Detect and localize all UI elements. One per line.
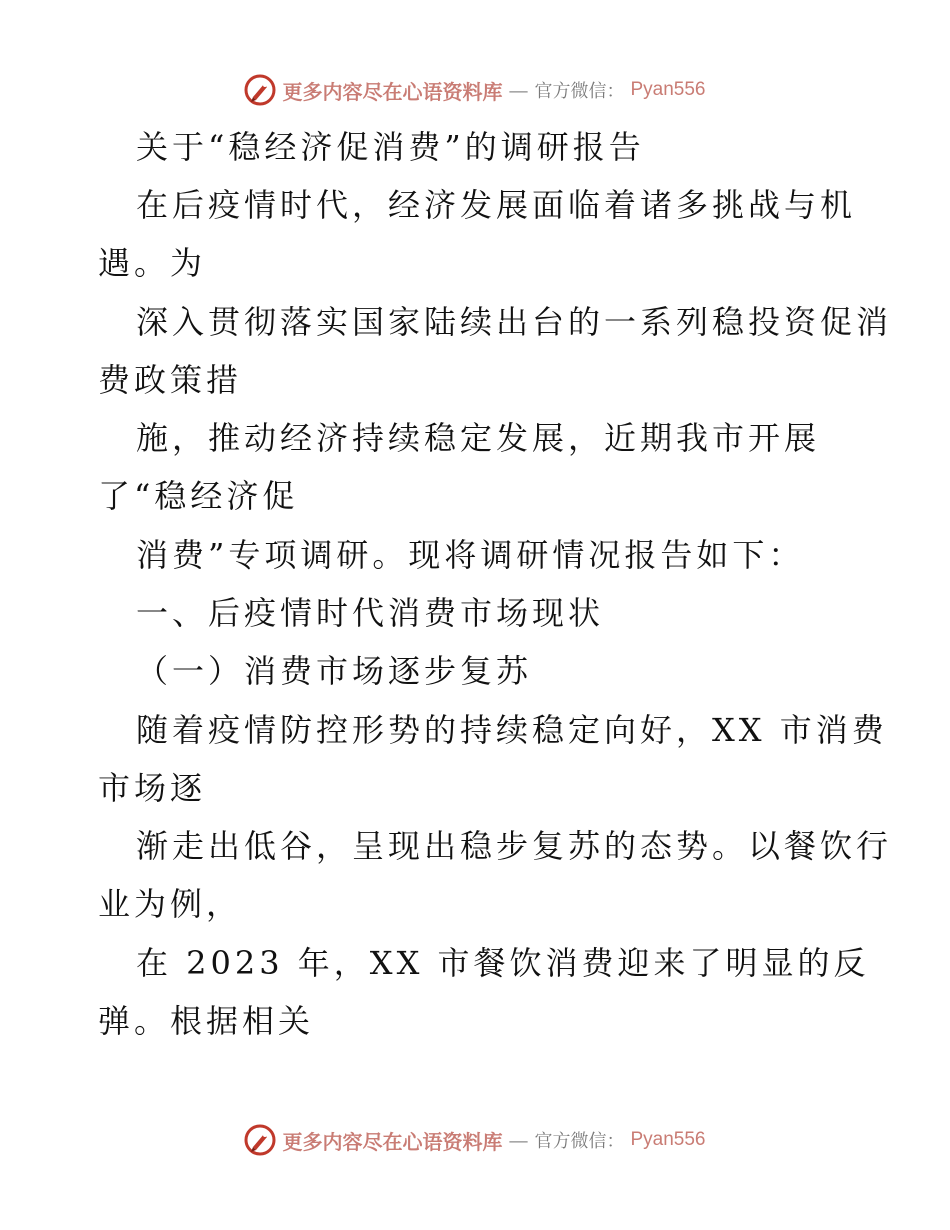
pen-logo-icon xyxy=(244,1124,276,1156)
footer-banner xyxy=(0,1120,950,1160)
banner-wechat-id: Pyan556 xyxy=(630,1129,706,1150)
header-banner xyxy=(0,70,950,110)
subsection-heading: （一）消费市场逐步复苏 xyxy=(136,652,533,690)
banner-title: 更多内容尽在心语资料库 xyxy=(282,1129,503,1154)
banner-separator: — xyxy=(508,78,529,102)
document-title: 关于“稳经济促消费”的调研报告 xyxy=(136,128,645,166)
banner-wechat-id: Pyan556 xyxy=(630,79,706,100)
paragraph-line: 市场逐 xyxy=(98,769,207,807)
banner-wechat-label: 官方微信： xyxy=(534,81,625,102)
paragraph-line: 施，推动经济持续稳定发展，近期我市开展 xyxy=(136,419,821,457)
paragraph-line: 消费”专项调研。现将调研情况报告如下： xyxy=(136,536,805,574)
paragraph-line: 在 2023 年，XX 市餐饮消费迎来了明显的反 xyxy=(136,944,870,982)
pen-logo-icon xyxy=(244,74,276,106)
paragraph-line: 随着疫情防控形势的持续稳定向好，XX 市消费 xyxy=(136,711,888,749)
banner-title: 更多内容尽在心语资料库 xyxy=(282,79,503,104)
paragraph-line: 了“稳经济促 xyxy=(98,477,299,515)
paragraph-line: 遇。为 xyxy=(98,244,207,282)
paragraph-line: 在后疫情时代，经济发展面临着诸多挑战与机 xyxy=(136,186,857,224)
paragraph-line: 费政策措 xyxy=(98,361,243,399)
section-heading: 一、后疫情时代消费市场现状 xyxy=(136,594,605,632)
paragraph-line: 渐走出低谷，呈现出稳步复苏的态势。以餐饮行 xyxy=(136,827,893,865)
banner-separator: — xyxy=(508,1128,529,1152)
banner-wechat-label: 官方微信： xyxy=(534,1131,625,1152)
paragraph-line: 弹。根据相关 xyxy=(98,1002,315,1040)
paragraph-line: 业为例， xyxy=(98,885,243,923)
paragraph-line: 深入贯彻落实国家陆续出台的一系列稳投资促消 xyxy=(136,303,893,341)
